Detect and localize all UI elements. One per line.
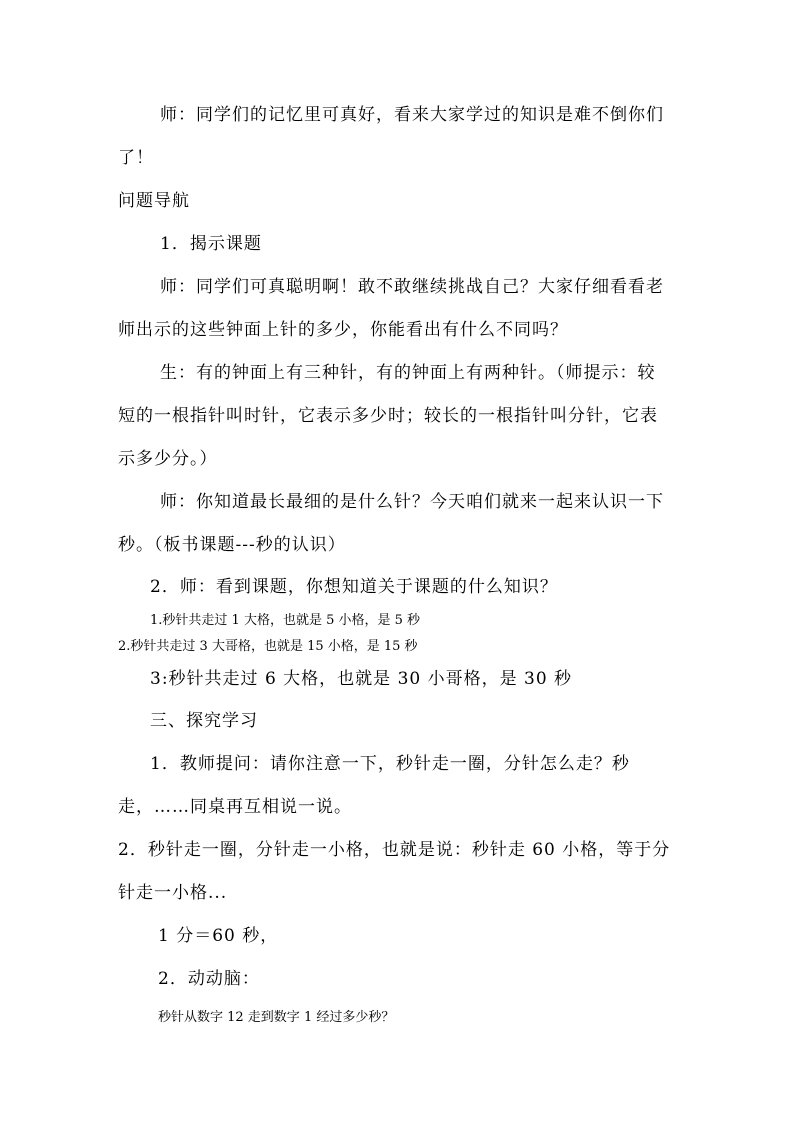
text-line-11: 秒。（板书课题---秒的认识）: [118, 535, 346, 555]
text-line-7: 生：有的钟面上有三种针，有的钟面上有两种针。（师提示：较: [160, 363, 656, 383]
text-line-12: 2．师：看到课题，你想知道关于课题的什么知识？: [150, 577, 558, 597]
text-line-8: 短的一根指针叫时针，它表示多少时；较长的一根指针叫分针，它表: [118, 406, 658, 426]
text-line-20: 针走一小格...: [118, 883, 228, 903]
text-line-5: 师：同学们可真聪明啊！敢不敢继续挑战自己？大家仔细看看老: [160, 277, 664, 297]
text-line-15: 3:秒针共走过 6 大格，也就是 30 小哥格，是 30 秒: [150, 669, 573, 689]
text-line-13: 1.秒针共走过 1 大格，也就是 5 小格，是 5 秒: [150, 613, 421, 628]
text-line-9: 示多少分。）: [118, 449, 218, 469]
text-line-21: 1 分＝60 秒，: [158, 926, 279, 946]
section-heading-explore: 三、探究学习: [150, 711, 258, 731]
text-line-19: 2．秒针走一圈，分针走一小格，也就是说：秒针走 60 小格，等于分: [118, 840, 671, 860]
text-line-1: 师：同学们的记忆里可真好，看来大家学过的知识是难不倒你们: [160, 105, 664, 125]
text-line-10: 师：你知道最长最细的是什么针？今天咱们就来一起来认识一下: [160, 492, 664, 512]
section-heading-problem-navigation: 问题导航: [118, 191, 190, 211]
text-line-18: 走，……同桌再互相说一说。: [118, 797, 352, 817]
text-line-14: 2.秒针共走过 3 大哥格，也就是 15 小格，是 15 秒: [118, 639, 418, 654]
text-line-23: 秒针从数字 12 走到数字 1 经过多少秒？: [158, 1010, 395, 1025]
text-line-6: 师出示的这些钟面上针的多少，你能看出有什么不同吗？: [118, 320, 568, 340]
text-line-22: 2．动动脑：: [158, 969, 260, 989]
text-line-2: 了！: [118, 148, 154, 168]
text-line-17: 1．教师提问：请你注意一下，秒针走一圈，分针怎么走？秒: [150, 754, 630, 774]
text-line-reveal-topic: 1．揭示课题: [160, 234, 262, 254]
